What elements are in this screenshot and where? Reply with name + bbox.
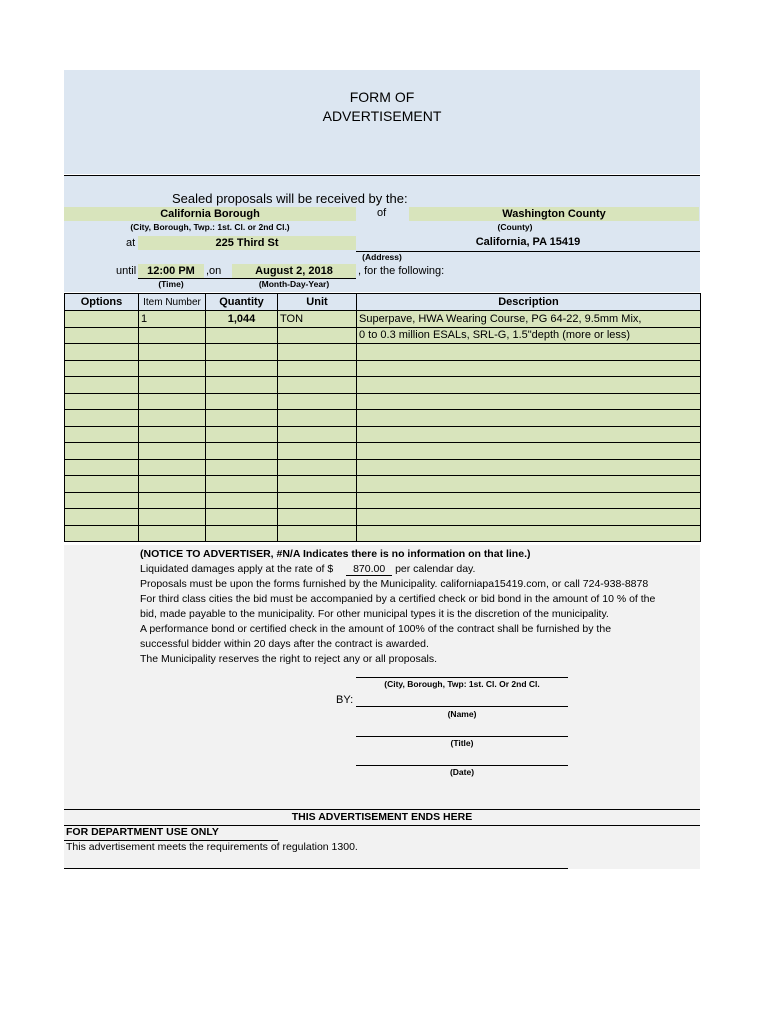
unit-cell[interactable] — [278, 476, 357, 493]
item-number-cell[interactable] — [139, 344, 206, 361]
option-cell[interactable] — [65, 344, 139, 361]
option-cell[interactable] — [65, 360, 139, 377]
at-label: at — [126, 237, 136, 249]
regulation-text: This advertisement meets the requirements of regulation 1300. — [66, 841, 358, 853]
col-header-description: Description — [357, 294, 701, 311]
address-caption: (Address) — [362, 252, 402, 262]
signature-muni-caption: (City, Borough, Twp: 1st. Cl. Or 2nd Cl. — [384, 679, 540, 689]
option-cell[interactable] — [65, 459, 139, 476]
unit-cell[interactable] — [278, 377, 357, 394]
table-row — [65, 311, 701, 328]
description-cell[interactable] — [357, 459, 701, 476]
col-header-options: Options — [65, 294, 139, 311]
address-line2-field[interactable]: California, PA 15419 — [475, 236, 581, 248]
table-row — [65, 377, 701, 394]
item-number-cell[interactable] — [139, 459, 206, 476]
option-cell[interactable] — [65, 426, 139, 443]
signature-title-caption: (Title) — [450, 738, 474, 748]
notice-line-successful: successful bidder within 20 days after the contract is awarded. — [140, 638, 429, 650]
table-row — [65, 476, 701, 493]
county-caption: (County) — [497, 222, 533, 232]
option-cell[interactable] — [65, 509, 139, 526]
description-cell[interactable] — [357, 426, 701, 443]
table-header-row — [65, 294, 701, 311]
item-number-cell[interactable] — [139, 410, 206, 427]
dept-use-heading: FOR DEPARTMENT USE ONLY — [66, 826, 219, 838]
table-row — [65, 509, 701, 526]
item-number-cell[interactable] — [139, 509, 206, 526]
notice-line-third-class: For third class cities the bid must be accompanied by a certified check or bid bond in the amount of 10 % of the — [140, 593, 656, 605]
description-cell[interactable] — [357, 360, 701, 377]
table-row — [65, 344, 701, 361]
item-number-cell[interactable] — [139, 476, 206, 493]
description-cell[interactable]: 0 to 0.3 million ESALs, SRL-G, 1.5"depth (more or less) — [357, 327, 701, 344]
unit-cell[interactable] — [278, 426, 357, 443]
quantity-cell[interactable] — [206, 327, 278, 344]
table-row — [65, 360, 701, 377]
table-row — [65, 459, 701, 476]
option-cell[interactable] — [65, 377, 139, 394]
quantity-cell[interactable] — [206, 377, 278, 394]
unit-cell[interactable] — [278, 344, 357, 361]
item-number-cell[interactable] — [139, 443, 206, 460]
unit-cell[interactable] — [278, 360, 357, 377]
damages-amount[interactable]: 870.00 — [346, 563, 392, 576]
table-row — [65, 443, 701, 460]
notice-line-forms: Proposals must be upon the forms furnished by the Municipality. californiapa15419.com, or call 724-938-8878 — [140, 578, 649, 590]
of-label: of — [377, 207, 387, 219]
table-row — [65, 492, 701, 509]
item-number-cell[interactable] — [139, 492, 206, 509]
quantity-cell[interactable]: 1,044 — [206, 311, 278, 328]
description-cell[interactable] — [357, 476, 701, 493]
notice-heading: (NOTICE TO ADVERTISER, #N/A Indicates there is no information on that line.) — [140, 548, 531, 560]
description-cell[interactable] — [357, 393, 701, 410]
signature-muni-line[interactable] — [356, 677, 568, 678]
item-number-cell[interactable]: 1 — [139, 311, 206, 328]
option-cell[interactable] — [65, 443, 139, 460]
unit-cell[interactable] — [278, 410, 357, 427]
option-cell[interactable] — [65, 393, 139, 410]
items-table — [64, 293, 701, 542]
table-body — [65, 311, 701, 542]
col-header-item-number: Item Number — [139, 294, 206, 311]
option-cell[interactable] — [65, 327, 139, 344]
municipality-caption: (City, Borough, Twp.: 1st. Cl. or 2nd Cl.) — [130, 222, 290, 232]
quantity-cell[interactable] — [206, 509, 278, 526]
unit-cell[interactable] — [278, 443, 357, 460]
ends-here-text: THIS ADVERTISEMENT ENDS HERE — [291, 811, 473, 823]
unit-cell[interactable] — [278, 492, 357, 509]
notice-block — [140, 547, 655, 667]
unit-cell[interactable] — [278, 509, 357, 526]
item-number-cell[interactable] — [139, 360, 206, 377]
unit-cell[interactable]: TON — [278, 311, 357, 328]
signature-date-caption: (Date) — [449, 767, 475, 777]
description-cell[interactable]: Superpave, HWA Wearing Course, PG 64-22, 9.5mm Mix, — [357, 311, 701, 328]
intro-text: Sealed proposals will be received by the: — [172, 191, 408, 206]
unit-cell[interactable] — [278, 327, 357, 344]
option-cell[interactable] — [65, 311, 139, 328]
option-cell[interactable] — [65, 492, 139, 509]
date-caption: (Month-Day-Year) — [258, 279, 330, 289]
quantity-cell[interactable] — [206, 393, 278, 410]
time-caption: (Time) — [158, 279, 184, 289]
item-number-cell[interactable] — [139, 377, 206, 394]
footer-divider-top — [64, 809, 700, 810]
date-field[interactable]: August 2, 2018 — [232, 264, 356, 278]
description-cell[interactable] — [357, 509, 701, 526]
address-line1-field[interactable]: 225 Third St — [138, 236, 356, 250]
notice-line-bid: bid, made payable to the municipality. For other municipal types it is the discretion of the municipality. — [140, 608, 609, 620]
signature-date-line[interactable] — [356, 765, 568, 766]
quantity-cell[interactable] — [206, 360, 278, 377]
quantity-cell[interactable] — [206, 344, 278, 361]
description-cell[interactable] — [357, 344, 701, 361]
municipality-field[interactable]: California Borough — [64, 207, 356, 221]
item-number-cell[interactable] — [139, 393, 206, 410]
table-row — [65, 410, 701, 427]
by-label: BY: — [336, 694, 354, 706]
form-title-line1: FORM OF — [349, 89, 415, 105]
item-number-cell[interactable] — [139, 327, 206, 344]
description-cell[interactable] — [357, 492, 701, 509]
table-row — [65, 525, 701, 542]
item-number-cell[interactable] — [139, 525, 206, 542]
unit-cell[interactable] — [278, 393, 357, 410]
description-cell[interactable] — [357, 525, 701, 542]
table-row — [65, 393, 701, 410]
notice-line-reserves: The Municipality reserves the right to reject any or all proposals. — [140, 653, 438, 665]
time-field[interactable]: 12:00 PM — [138, 264, 204, 278]
item-number-cell[interactable] — [139, 426, 206, 443]
following-label: , for the following: — [358, 265, 445, 277]
table-row — [65, 327, 701, 344]
unit-cell[interactable] — [278, 525, 357, 542]
on-label: ,on — [206, 265, 222, 277]
col-header-unit: Unit — [278, 294, 357, 311]
quantity-cell[interactable] — [206, 459, 278, 476]
table-row — [65, 426, 701, 443]
option-cell[interactable] — [65, 476, 139, 493]
footer-divider-bottom — [64, 868, 568, 869]
signature-name-caption: (Name) — [447, 709, 477, 719]
quantity-cell[interactable] — [206, 476, 278, 493]
damages-prefix: Liquidated damages apply at the rate of $ — [140, 563, 334, 575]
option-cell[interactable] — [65, 410, 139, 427]
signature-name-line[interactable] — [356, 706, 568, 707]
damages-suffix: per calendar day. — [395, 563, 476, 575]
damages-line — [140, 562, 655, 577]
form-title-line2: ADVERTISEMENT — [322, 108, 442, 124]
quantity-cell[interactable] — [206, 525, 278, 542]
signature-title-line[interactable] — [356, 736, 568, 737]
description-cell[interactable] — [357, 410, 701, 427]
quantity-cell[interactable] — [206, 426, 278, 443]
county-field[interactable]: Washington County — [409, 207, 699, 221]
col-header-quantity: Quantity — [206, 294, 278, 311]
option-cell[interactable] — [65, 525, 139, 542]
description-cell[interactable] — [357, 377, 701, 394]
until-label: until — [116, 265, 137, 277]
quantity-cell[interactable] — [206, 410, 278, 427]
quantity-cell[interactable] — [206, 443, 278, 460]
notice-line-performance: A performance bond or certified check in the amount of 100% of the contract shall be furnished by the — [140, 623, 612, 635]
quantity-cell[interactable] — [206, 492, 278, 509]
unit-cell[interactable] — [278, 459, 357, 476]
description-cell[interactable] — [357, 443, 701, 460]
